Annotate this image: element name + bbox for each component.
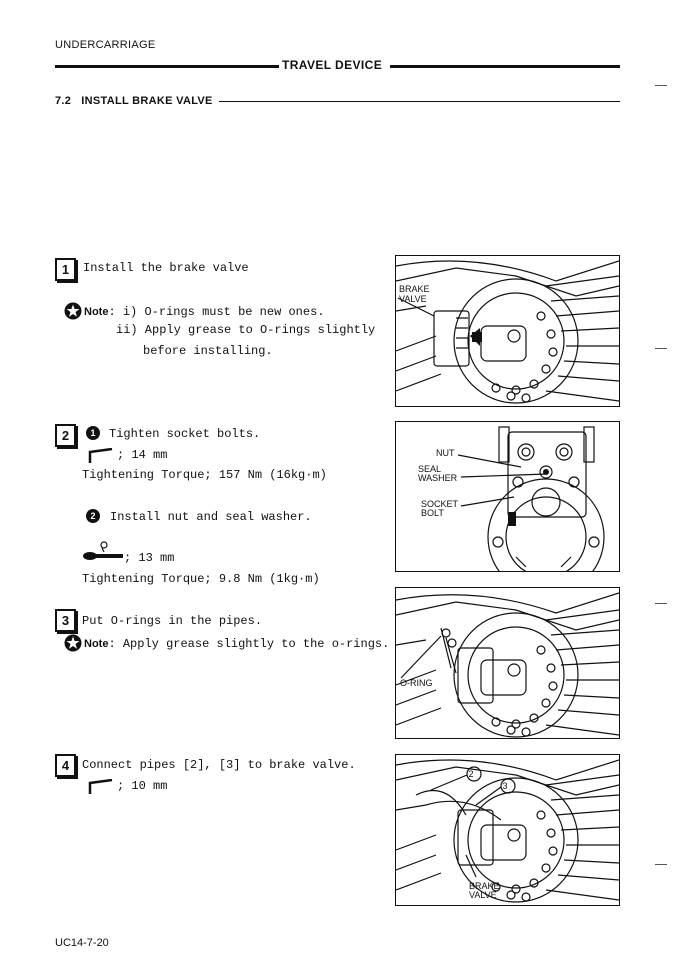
subsection-number: 7.2 [55,95,72,107]
subsection-title: INSTALL BRAKE VALVE [81,95,213,107]
fig4-label-line2: VALVE [469,890,497,900]
figure-brake-valve-install [395,255,620,407]
fig4-callout-3: 3 [502,781,508,791]
fig1-label-line2: VALVE [399,294,427,304]
box-wrench-icon [82,540,124,562]
fig2-socket-line1: SOCKET [421,499,459,509]
step-3-text: Put O-rings in the pipes. [82,614,263,628]
sub-step-2-marker: 2 [86,509,100,523]
step-1-badge: 1 [55,258,76,281]
step-2-sub2-text: Install nut and seal washer. [110,510,312,524]
fig4-callout-2: 2 [468,769,474,779]
margin-mark [655,603,667,604]
note-line-1: : i) O-rings must be new ones. [108,305,325,319]
step-2-sub1-tool: ; 14 mm [117,448,168,462]
section-heading: UNDERCARRIAGE [55,39,156,51]
fig2-nut-label: NUT [436,448,455,458]
margin-mark [655,864,667,865]
margin-mark [655,85,667,86]
note-label: Note [84,306,109,318]
step-2-sub2-tool: ; 13 mm [124,551,175,565]
step-2-sub1-torque: Tightening Torque; 157 Nm (16kg·m) [82,468,327,482]
subsection-heading [55,95,213,107]
step-3-note-text: : Apply grease slightly to the o-rings. [108,637,390,651]
subsection-rule [219,101,620,102]
note-star-icon [64,634,82,652]
step-1-text: Install the brake valve [83,261,249,275]
fig3-label: O-RING [400,678,433,688]
step-2-badge: 2 [55,424,76,447]
step-4-tool: ; 10 mm [117,779,168,793]
page-title: TRAVEL DEVICE [282,58,383,72]
figure-connect-pipes [395,754,620,906]
title-rule-left [55,65,279,68]
figure-nut-seal-washer [395,421,620,572]
title-rule-right [390,65,620,68]
note-star-icon [64,302,82,320]
note-line-3: before installing. [143,344,273,358]
fig2-seal-line1: SEAL [418,464,442,474]
step-2-sub1-text: Tighten socket bolts. [109,427,261,441]
note-label: Note [84,638,109,650]
figure-o-rings [395,587,620,739]
margin-mark [655,348,667,349]
fig2-seal-line2: WASHER [418,473,458,483]
step-3-badge: 3 [55,609,76,632]
socket-wrench-icon [88,448,114,464]
step-4-badge: 4 [55,754,76,777]
sub-step-1-marker: 1 [86,426,100,440]
step-4-text: Connect pipes [2], [3] to brake valve. [82,758,356,772]
page-id: UC14-7-20 [55,937,109,949]
step-3-note [84,634,389,652]
fig2-socket-line2: BOLT [421,508,444,518]
note-line-2: ii) Apply grease to O-rings slightly [116,323,376,337]
fig4-label-line1: BRAKE [469,881,500,891]
step-2-sub2-torque: Tightening Torque; 9.8 Nm (1kg·m) [82,572,320,586]
step-1-note [84,302,325,320]
fig1-label-line1: BRAKE [399,284,430,294]
socket-wrench-icon [88,779,114,795]
